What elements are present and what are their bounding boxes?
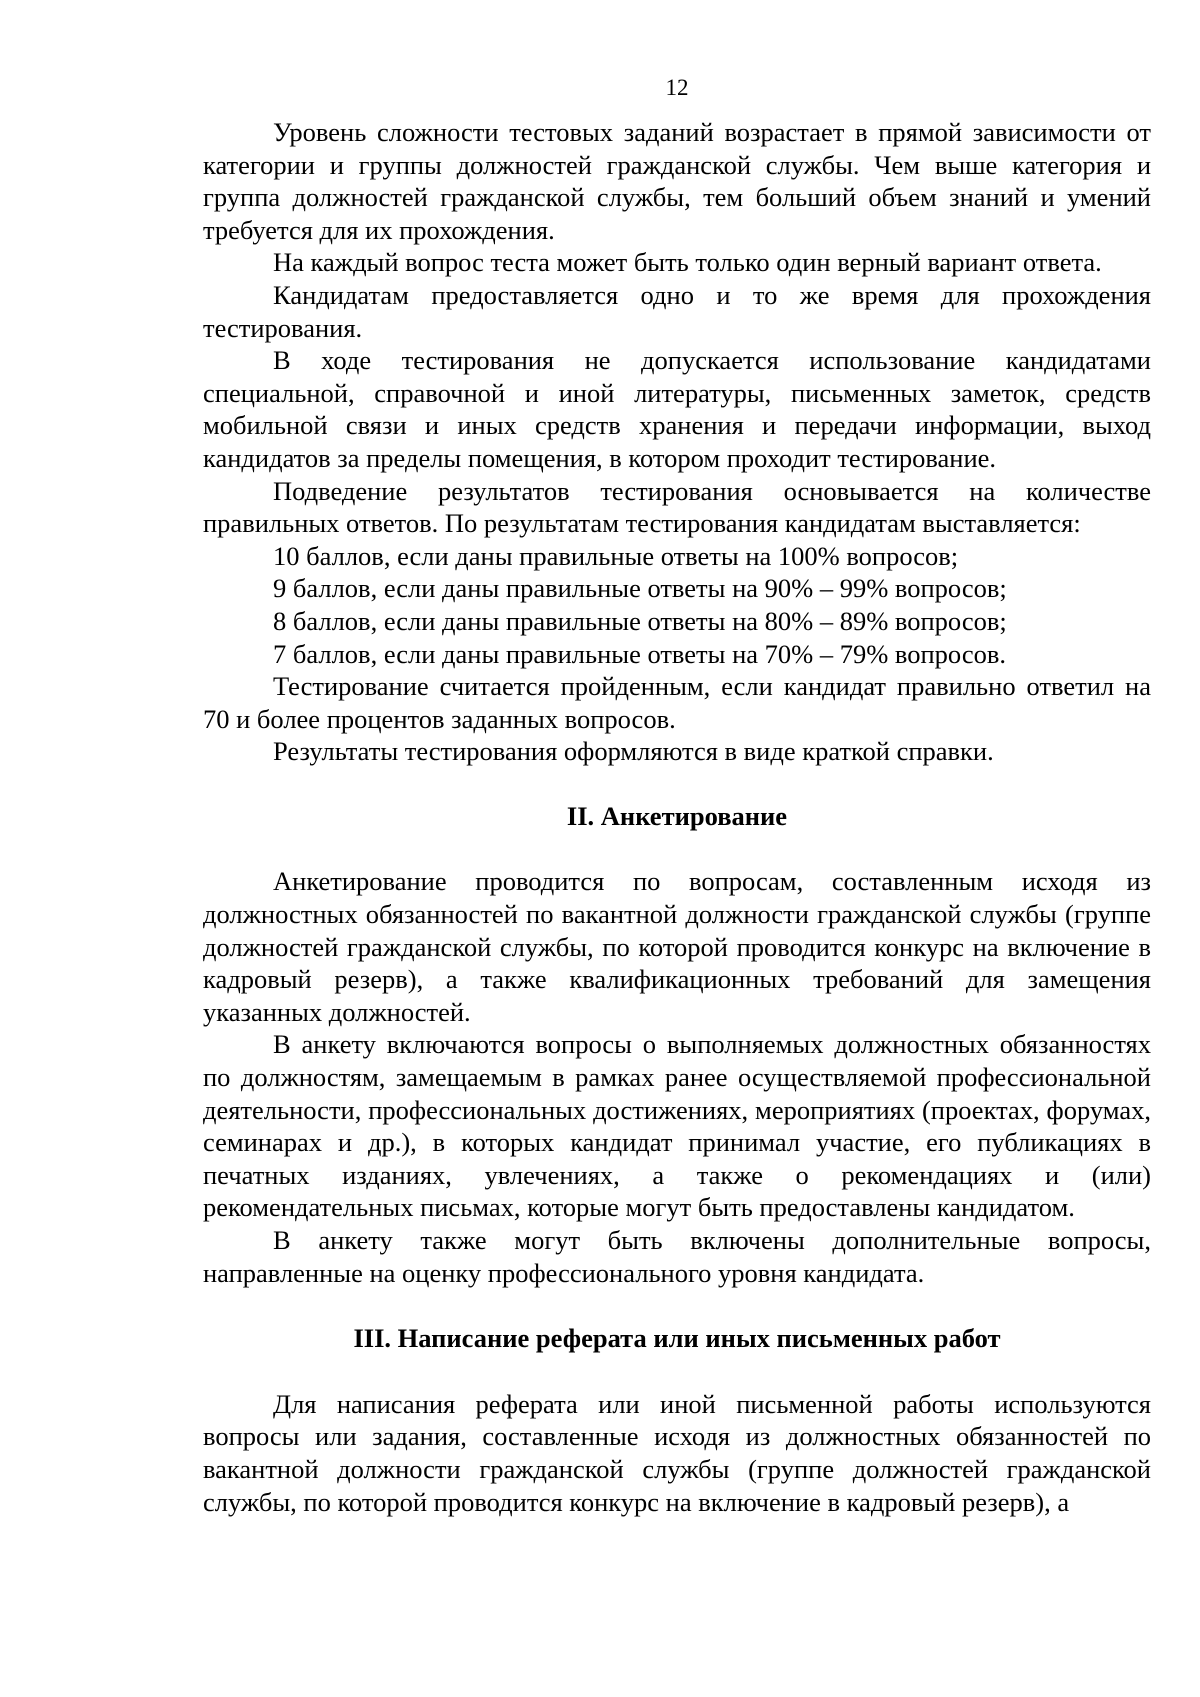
section-heading: II. Анкетирование [566, 800, 788, 831]
paragraph: На каждый вопрос теста может быть только один верный вариант ответа. [273, 247, 1102, 278]
section-heading: III. Написание реферата или иных письменных работ [353, 1323, 1001, 1354]
paragraph: Уровень сложности тестовых заданий возрастает в прямой зависимости от категории и группы должностей гражданской службы. Чем выше категория и группа должностей гражданской службы, тем больший объем знаний и умений требуется для их прохождения. [203, 117, 1151, 245]
paragraph: В анкету также могут быть включены дополнительные вопросы, направленные на оценку профессионального уровня кандидата. [203, 1225, 1151, 1288]
score-list-item: 7 баллов, если даны правильные ответы на 70% – 79% вопросов. [273, 638, 1006, 669]
document-body [203, 116, 1151, 1518]
score-list-item: 10 баллов, если даны правильные ответы на 100% вопросов; [273, 540, 959, 571]
paragraph: Тестирование считается пройденным, если кандидат правильно ответил на 70 и более процентов заданных вопросов. [203, 671, 1151, 734]
score-list-item: 8 баллов, если даны правильные ответы на 80% – 89% вопросов; [273, 605, 1007, 636]
paragraph: Кандидатам предоставляется одно и то же время для прохождения тестирования. [203, 279, 1151, 343]
score-list-item: 9 баллов, если даны правильные ответы на 90% – 99% вопросов; [273, 573, 1007, 604]
paragraph: Подведение результатов тестирования основывается на количестве правильных ответов. По результатам тестирования кандидатам выставляется: [203, 475, 1151, 539]
page-number: 12 [665, 75, 689, 100]
paragraph: Для написания реферата или иной письменной работы используются вопросы или задания, составленные исходя из должностных обязанностей по вакантной должности гражданской службы (группе должностей гражданской службы, по которой проводится конкурс на включение в кадровый резерв), а [203, 1388, 1151, 1517]
paragraph: Анкетирование проводится по вопросам, составленным исходя из должностных обязанностей по вакантной должности гражданской службы (группе должностей гражданской службы, по которой проводится конкурс на включение в кадровый резерв), а также квалификационных требований для замещения указанных должностей. [203, 866, 1151, 1027]
paragraph: В ходе тестирования не допускается использование кандидатами специальной, справочной и иной литературы, письменных заметок, средств мобильной связи и иных средств хранения и передачи информации, выход кандидатов за пределы помещения, в котором проходит тестирование. [203, 345, 1151, 473]
paragraph: Результаты тестирования оформляются в виде краткой справки. [273, 736, 994, 767]
paragraph: В анкету включаются вопросы о выполняемых должностных обязанностях по должностям, замещаемым в рамках ранее осуществляемой профессиональной деятельности, профессиональных достижениях, мероприятиях (проектах, форумах, семинарах и др.), в которых кандидат принимал участие, его публикациях в печатных изданиях, увлечениях, а также о рекомендациях и (или) рекомендательных письмах, которые могут быть предоставлены кандидатом. [203, 1029, 1151, 1223]
